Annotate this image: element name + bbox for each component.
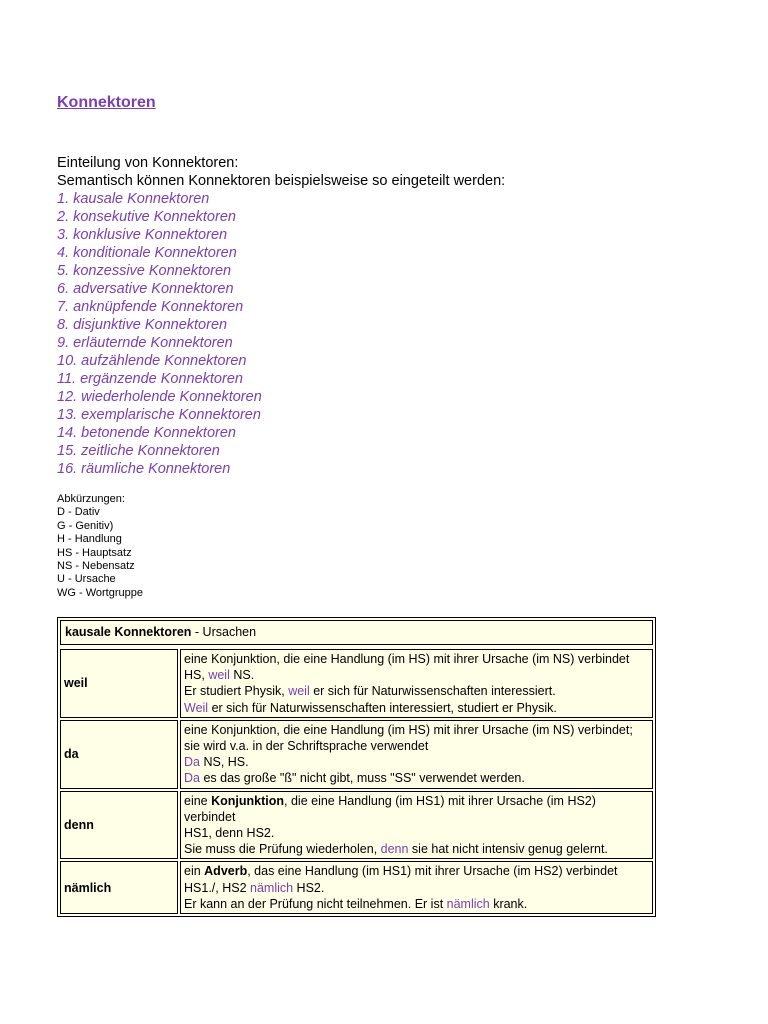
list-item[interactable]: 10. aufzählende Konnektoren — [57, 353, 247, 369]
intro-line-2: Semantisch können Konnektoren beispielsweise so eingeteilt werden: — [57, 173, 506, 189]
pattern-part: HS1./, HS2 — [184, 880, 250, 895]
definition-text: eine Konjunktion, die eine Handlung (im HS) mit ihrer Ursache (im NS) verbindet; sie wird v.a. in der Schriftsprache verwendet — [184, 722, 633, 754]
definition-text: eine Konjunktion, die eine Handlung (im HS) mit ihrer Ursache (im NS) verbindet — [184, 652, 630, 666]
abbreviation-item: NS - Nebensatz — [57, 560, 135, 573]
page-title[interactable]: Konnektoren — [57, 94, 156, 111]
pattern-part: NS. — [229, 668, 255, 683]
list-item[interactable]: 3. konklusive Konnektoren — [57, 227, 228, 243]
pattern-text: HS1, denn HS2. — [184, 826, 275, 841]
example-text — [184, 683, 649, 699]
definition-part: , das eine Handlung (im HS1) mit ihrer Ursache (im HS2) verbindet — [247, 864, 618, 879]
keyword: nämlich — [446, 896, 490, 911]
table-header-title: kausale Konnektoren — [65, 625, 192, 639]
example-part: krank. — [489, 896, 528, 911]
example-part: Er studiert Physik, — [184, 684, 289, 699]
causal-connectors-table — [57, 617, 656, 917]
list-item[interactable]: 9. erläuternde Konnektoren — [57, 335, 233, 351]
definition-text — [184, 793, 649, 825]
pattern-part: HS, — [184, 668, 209, 683]
list-item[interactable]: 1. kausale Konnektoren — [57, 191, 210, 207]
definition-text — [184, 863, 649, 879]
keyword: weil — [288, 684, 310, 699]
definition-cell — [180, 861, 653, 914]
table-row — [60, 791, 653, 860]
term-cell: denn — [60, 791, 178, 860]
pattern-text — [184, 667, 649, 683]
table-row — [60, 649, 653, 718]
keyword: Weil — [184, 700, 209, 715]
definition-cell — [180, 791, 653, 860]
abbreviation-item: H - Handlung — [57, 533, 122, 546]
term-cell: da — [60, 720, 178, 789]
abbreviation-item: WG - Wortgruppe — [57, 586, 143, 599]
list-item[interactable]: 13. exemplarische Konnektoren — [57, 407, 261, 423]
definition-part: ein — [184, 864, 205, 879]
list-item[interactable]: 15. zeitliche Konnektoren — [57, 443, 220, 459]
example-part: Sie muss die Prüfung wiederholen, — [184, 842, 381, 857]
list-item[interactable]: 8. disjunktive Konnektoren — [57, 317, 228, 333]
abbreviation-item: D - Dativ — [57, 506, 100, 519]
definition-bold: Adverb — [204, 864, 248, 879]
pattern-text — [184, 754, 649, 770]
example-text — [184, 896, 649, 912]
keyword: denn — [380, 842, 409, 857]
example-part: sie hat nicht intensiv genug gelernt. — [408, 842, 608, 857]
definition-part: , die eine Handlung (im HS1) mit ihrer Ursache (im HS2) verbindet — [184, 793, 596, 824]
example-part: er sich für Naturwissenschaften interessiert, studiert er Physik. — [208, 700, 557, 715]
definition-cell — [180, 720, 653, 789]
example-part: es das große "ß" nicht gibt, muss "SS" verwendet werden. — [199, 771, 525, 786]
list-item[interactable]: 16. räumliche Konnektoren — [57, 461, 231, 477]
abbreviations-section — [57, 493, 143, 600]
keyword: weil — [208, 668, 230, 683]
list-item[interactable]: 6. adversative Konnektoren — [57, 281, 234, 297]
definition-bold: Konjunktion — [211, 793, 285, 808]
list-item[interactable]: 5. konzessive Konnektoren — [57, 263, 232, 279]
table-row — [60, 861, 653, 914]
pattern-part: HS2. — [293, 880, 325, 895]
connectors-table-body — [58, 647, 655, 916]
definition-part: eine — [184, 793, 212, 808]
term-cell: nämlich — [60, 861, 178, 914]
intro-section — [57, 154, 505, 478]
keyword: nämlich — [250, 880, 294, 895]
table-row — [60, 720, 653, 789]
list-item[interactable]: 12. wiederholende Konnektoren — [57, 389, 262, 405]
pattern-part: NS, HS. — [199, 755, 249, 770]
list-item[interactable]: 14. betonende Konnektoren — [57, 425, 236, 441]
table-header — [60, 620, 653, 645]
list-item[interactable]: 11. ergänzende Konnektoren — [57, 371, 243, 387]
abbreviation-item: HS - Hauptsatz — [57, 546, 132, 559]
example-part: Er kann an der Prüfung nicht teilnehmen. Er ist — [184, 896, 447, 911]
abbreviation-item: U - Ursache — [57, 573, 116, 586]
pattern-text — [184, 880, 649, 896]
abbreviations-heading: Abkürzungen: — [57, 493, 125, 505]
list-item[interactable]: 7. anknüpfende Konnektoren — [57, 299, 244, 315]
example-part: er sich für Naturwissenschaften interessiert. — [309, 684, 556, 699]
example-text — [184, 770, 649, 786]
term-cell: weil — [60, 649, 178, 718]
keyword: Da — [184, 771, 200, 786]
connector-category-list — [57, 190, 505, 478]
intro-line-1: Einteilung von Konnektoren: — [57, 155, 239, 171]
example-text — [184, 700, 649, 716]
keyword: Da — [184, 755, 200, 770]
list-item[interactable]: 4. konditionale Konnektoren — [57, 245, 237, 261]
example-text — [184, 841, 649, 857]
abbreviation-item: G - Genitiv) — [57, 519, 114, 532]
definition-cell — [180, 649, 653, 718]
list-item[interactable]: 2. konsekutive Konnektoren — [57, 209, 236, 225]
table-header-subtitle: - Ursachen — [191, 625, 257, 639]
